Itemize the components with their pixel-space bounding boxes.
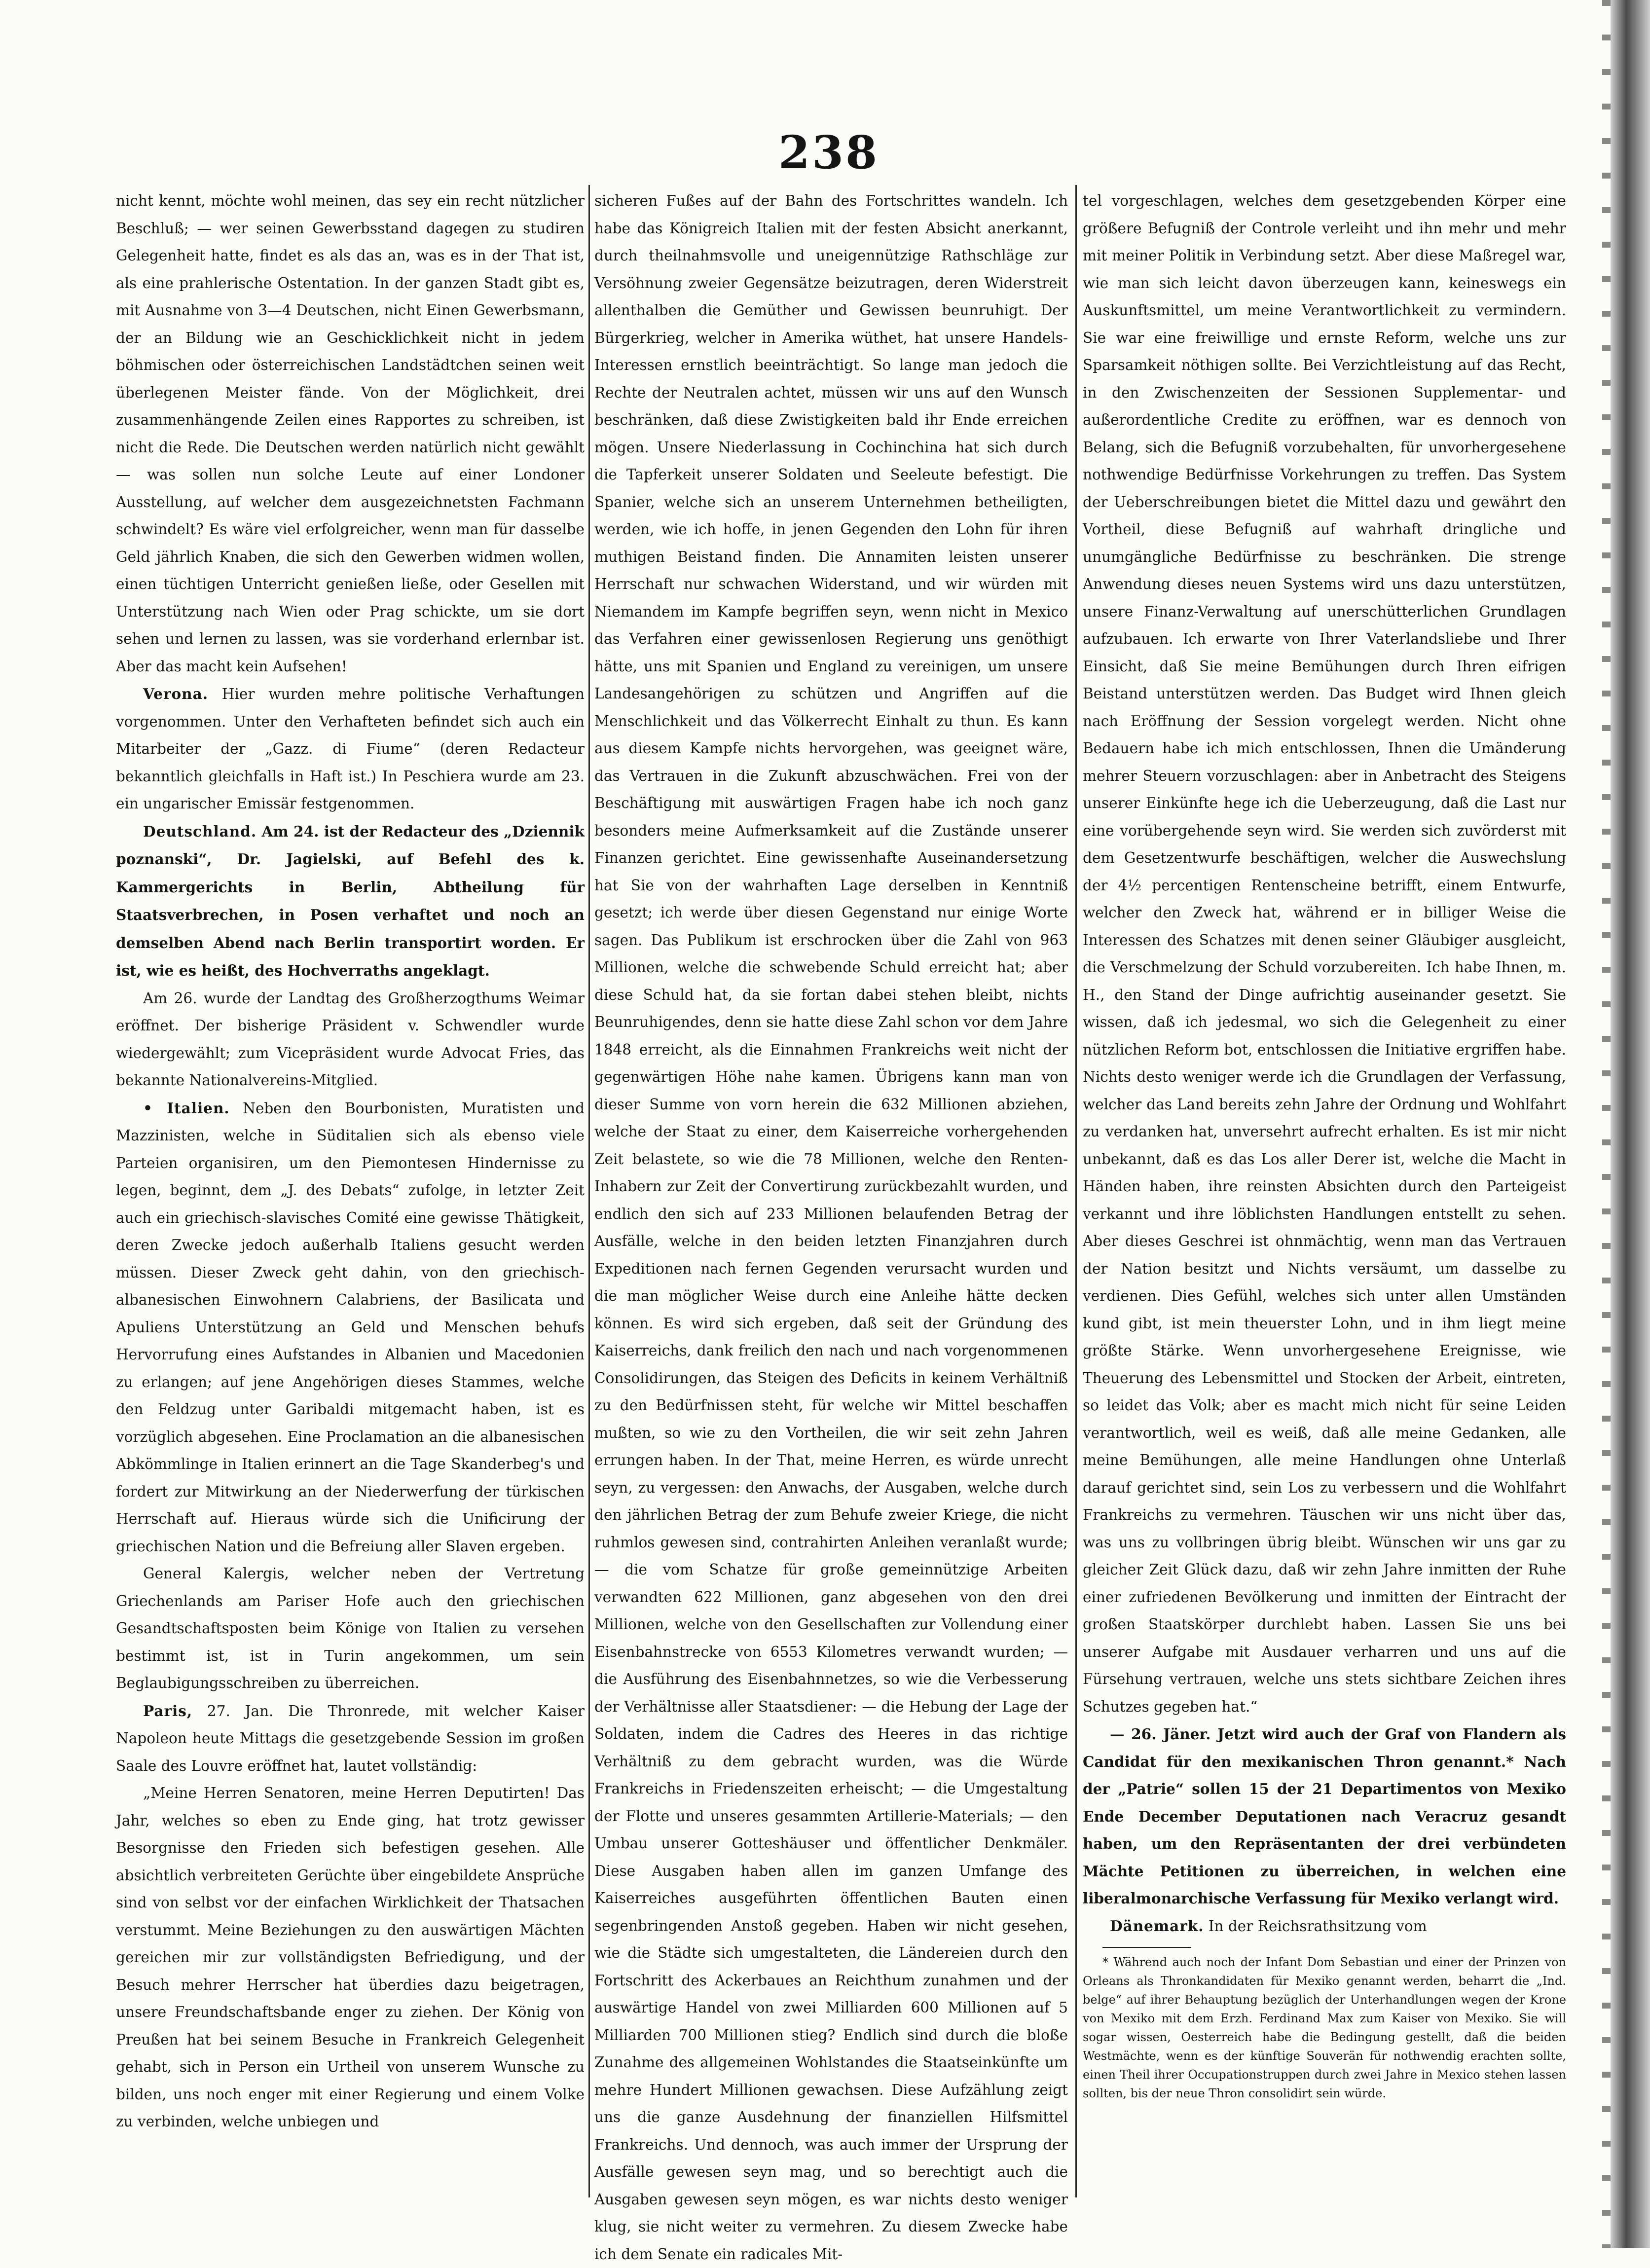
paragraph-italien: [116, 1095, 585, 1561]
paragraph-deutschland: [116, 818, 585, 985]
paragraph: tel vorgeschlagen, welches dem gesetzgebenden Körper eine größere Befugniß der Controle verleiht und ihn mehr und mehr mit meiner Politik in Verbindung setzt. Aber diese Maßregel war, wie man sich leicht davon überzeugen kann, keineswegs ein Auskunftsmittel, um meine Verantwortlichkeit zu vermindern. Sie war eine freiwillige und ernste Reform, welche uns zur Sparsamkeit nöthigen sollte. Bei Verzichtleistung auf das Recht, in den Zwischenzeiten der Sessionen Supplementar- und außerordentliche Credite zu eröffnen, war es dennoch von Belang, sich die Befugniß vorzubehalten, für unvorhergesehene nothwendige Bedürfnisse Vorkehrungen zu treffen. Das System der Ueberschreibungen bietet die Mittel dazu und gewährt den Vortheil, diese Befugniß auf wahrhaft dringliche und unumgängliche Bedürfnisse zu beschränken. Die strenge Anwendung dieses neuen Systems wird uns dazu unterstützen, unsere Finanz-Verwaltung auf unerschütterlichen Grundlagen aufzubauen. Ich erwarte von Ihrer Vaterlandsliebe und Ihrer Einsicht, daß Sie meine Bemühungen durch Ihren eifrigen Beistand unterstützen werden. Das Budget wird Ihnen gleich nach Eröffnung der Session vorgelegt werden. Nicht ohne Bedauern habe ich mich entschlossen, Ihnen die Umänderung mehrer Steuern vorzuschlagen: aber in Anbetracht des Steigens unserer Einkünfte hege ich die Ueberzeugung, daß die Last nur eine vorübergehende seyn wird. Sie werden sich zuvörderst mit dem Gesetzentwurfe beschäftigen, welcher die Auswechslung der 4½ percentigen Rentenscheine betrifft, einem Entwurfe, welcher den Zweck hat, während er in billiger Weise die Interessen des Schatzes mit denen seiner Gläubiger ausgleicht, die Verschmelzung der Schuld vorzubereiten. Ich habe Ihnen, m. H., den Stand der Dinge aufrichtig auseinander gesetzt. Sie wissen, daß ich jedesmal, wo sich die Gelegenheit zu einer nützlichen Reform bot, entschlossen die Initiative ergriffen habe. Nichts desto weniger werde ich die Grundlagen der Verfassung, welcher das Land bereits zehn Jahre der Ordnung und Wohlfahrt zu verdanken hat, unversehrt aufrecht erhalten. Es ist mir nicht unbekannt, daß es das Los aller Derer ist, welche die Macht in Händen haben, ihre reinsten Absichten durch den Parteigeist verkannt und ihre löblichsten Handlungen entstellt zu sehen. Aber dieses Geschrei ist ohnmächtig, wenn man das Vertrauen der Nation besitzt und Nichts versäumt, um dasselbe zu verdienen. Dies Gefühl, welches sich unter allen Umständen kund gibt, ist mein theuerster Lohn, und in ihm liegt meine größte Stärke. Wenn unvorhergesehene Ereignisse, wie Theuerung des Lebensmittel und Stocken der Arbeit, eintreten, so leidet das Volk; aber es macht mich nicht für seine Leiden verantwortlich, weil es weiß, daß alle meine Gedanken, alle meine Bemühungen, alle meine Handlungen ohne Unterlaß darauf gerichtet sind, sein Los zu verbessern und die Wohlfahrt Frankreichs zu vermehren. Täuschen wir uns nicht über das, was uns zu vollbringen übrig bleibt. Wünschen wir uns gar zu gleicher Zeit Glück dazu, daß wir zehn Jahre inmitten der Ruhe einer zufriedenen Bevölkerung und inmitten der Eintracht der großen Staatskörper durchlebt haben. Lassen Sie uns bei unserer Aufgabe mit Ausdauer verharren und uns auf die Fürsehung vertrauen, welche uns stets sichtbare Zeichen ihres Schutzes gegeben hat.“: [1083, 192, 1566, 1715]
paragraph-text: Hier wurden mehre politische Verhaftungen vorgenommen. Unter den Verhafteten befindet sich auch ein Mitarbeiter der „Gazz. di Fiume“ (deren Redacteur bekanntlich gleichfalls in Haft ist.) In Peschiera wurde am 23. ein ungarischer Emissär festgenommen.: [116, 686, 585, 812]
paragraph-text: Neben den Bourbonisten, Muratisten und Mazzinisten, welche in Süditalien sich als ebenso viele Parteien organisiren, um den Piemontesen Hindernisse zu legen, beginnt, dem „J. des Debats“ zufolge, in letzter Zeit auch ein griechisch-slavisches Comité eine gewisse Thätigkeit, deren Zwecke jedoch außerhalb Italiens gesucht werden müssen. Dieser Zweck geht dahin, von den griechisch-albanesischen Einwohnern Calabriens, der Basilicata und Apuliens Unterstützung an Geld und Menschen behufs Hervorrufung eines Aufstandes in Albanien und Macedonien zu erlangen; auf jene Angehörigen dieses Stammes, welche den Feldzug unter Garibaldi mitgemacht haben, ist es vorzüglich abgesehen. Eine Proclamation an die albanesischen Abkömmlinge in Italien erinnert an die Tage Skanderbeg's und fordert zur Mitwirkung an der Niederwerfung der türkischen Herrschaft auf. Hieraus würde sich die Unificirung der griechischen Nation und die Befreiung aller Slaven ergeben.: [116, 1099, 585, 1555]
column-2: [594, 187, 1068, 2263]
paragraph: Am 26. wurde der Landtag des Großherzogthums Weimar eröffnet. Der bisherige Präsident v. Schwendler wurde wiedergewählt; zum Vicepräsident wurde Advocat Fries, das bekannte Nationalvereins-Mitglied.: [116, 989, 585, 1089]
page-number: 238: [778, 126, 880, 179]
paragraph-text: In der Reichsrathsitzung vom: [1204, 1917, 1427, 1935]
paragraph-text: Am 24. ist der Redacteur des „Dziennik poznanski“, Dr. Jagielski, auf Befehl des k. Kammergerichts in Berlin, Abtheilung für Staatsverbrechen, in Posen verhaftet und noch an demselben Abend nach Berlin transportirt worden. Er ist, wie es heißt, des Hochverraths angeklagt.: [116, 822, 585, 979]
page-edge-marks: [1602, 0, 1611, 2248]
paragraph-paris: [116, 1697, 585, 1780]
section-heading: • Italien.: [143, 1099, 230, 1117]
paragraph: sicheren Fußes auf der Bahn des Fortschrittes wandeln. Ich habe das Königreich Italien mit der festen Absicht anerkannt, durch theilnahmsvolle und uneigennützige Rathschläge zur Versöhnung zweier Gegensätze beizutragen, deren Widerstreit allenthalben die Gemüther und Gewissen beunruhigt. Der Bürgerkrieg, welcher in Amerika wüthet, hat unsere Handels-Interessen ernstlich beeinträchtigt. So lange man jedoch die Rechte der Neutralen achtet, müssen wir uns auf den Wunsch beschränken, daß diese Zwistigkeiten bald ihr Ende erreichen mögen. Unsere Niederlassung in Cochinchina hat sich durch die Tapferkeit unserer Soldaten und Seeleute befestigt. Die Spanier, welche sich an unserem Unternehmen betheiligten, werden, wie ich hoffe, in jenen Gegenden den Lohn für ihren muthigen Beistand finden. Die Annamiten leisten unserer Herrschaft nur schwachen Widerstand, und wir würden mit Niemandem im Kampfe begriffen seyn, wenn nicht in Mexico das Verfahren einer gewissenlosen Regierung uns genöthigt hätte, uns mit Spanien und England zu vereinigen, um unsere Landesangehörigen zu schützen und Angriffen auf die Menschlichkeit und das Völkerrecht Einhalt zu thun. Es kann aus diesem Kampfe nichts hervorgehen, was geeignet wäre, das Vertrauen in die Zukunft abzuschwächen. Frei von der Beschäftigung mit auswärtigen Fragen habe ich noch ganz besonders meine Aufmerksamkeit auf die Zustände unserer Finanzen gerichtet. Eine gewissenhafte Auseinandersetzung hat Sie von der wahrhaften Lage derselben in Kenntniß gesetzt; ich werde über diesen Gegenstand nur einige Worte sagen. Das Publikum ist erschrocken über die Zahl von 963 Millionen, welche die schwebende Schuld erreicht hat; aber diese Schuld hat, da sie fortan dabei stehen bleibt, nichts Beunruhigendes, denn sie hatte diese Zahl schon vor dem Jahre 1848 erreicht, als die Einnahmen Frankreichs weit nicht der gegenwärtigen Höhe nahe kamen. Übrigens kann man von dieser Summe von vorn herein die 632 Millionen abziehen, welche der Staat zu einer, dem Kaiserreiche vorhergehenden Zeit belastete, so wie die 78 Millionen, welche den Renten-Inhabern zur Zeit der Convertirung zurückbezahlt wurden, und endlich den sich auf 233 Millionen belaufenden Betrag der Ausfälle, welche in den beiden letzten Finanzjahren durch Expeditionen nach fernen Gegenden verursacht wurden und die man möglicher Weise durch eine Anleihe hätte decken können. Es wird sich ergeben, daß seit der Gründung des Kaiserreichs, dank freilich den nach und nach vorgenommenen Consolidirungen, das Steigen des Deficits in keinem Verhältniß zu den Bedürfnissen steht, für welche wir Mittel beschaffen mußten, so wie zu den Vortheilen, die wir seit zehn Jahren errungen haben. In der That, meine Herren, es würde unrecht seyn, zu vergessen: den Anwachs, der Ausgaben, welche durch den jährlichen Betrag der zum Behufe zweier Kriege, die nicht ruhmlos gewesen sind, contrahirten Anleihen veranlaßt wurde; — die vom Schatze für große gemeinnützige Arbeiten verwandten 622 Millionen, ganz abgesehen von den drei Millionen, welche von den Gesellschaften zur Vollendung einer Eisenbahnstrecke von 6553 Kilometres verwandt wurden; — die Ausführung des Eisenbahnnetzes, so wie die Verbesserung der Verhältnisse aller Staatsdiener: — die Hebung der Lage der Soldaten, indem die Cadres des Heeres in das richtige Verhältniß zu dem gebracht wurden, was die Würde Frankreichs in Friedenszeiten erheischt; — die Umgestaltung der Flotte und unseres gesammten Artillerie-Materials; — den Umbau unserer Gotteshäuser und öffentlicher Denkmäler. Diese Ausgaben haben allen im ganzen Umfange des Kaiserreiches ausgeführten öffentlichen Bauten einen segenbringenden Anstoß gegeben. Haben wir nicht gesehen, wie die Städte sich umgestalteten, die Ländereien durch den Fortschritt des Ackerbaues an Reichthum zunahmen und der auswärtige Handel von zwei Milliarden 600 Millionen auf 5 Milliarden 700 Millionen stieg? Endlich sind durch die bloße Zunahme des allgemeinen Wohlstandes die Staatseinkünfte um mehre Hundert Millionen gewachsen. Diese Aufzählung zeigt uns die ganze Ausdehnung der finanziellen Hilfsmittel Frankreichs. Und dennoch, was auch immer der Ursprung der Ausfälle gewesen seyn mag, und so berechtigt auch die Ausgaben gewesen seyn mögen, es war nichts desto weniger klug, sie nicht weiter zu vermehren. Zu diesem Zwecke habe ich dem Senate ein radicales Mit-: [594, 192, 1068, 2263]
section-heading: Deutschland.: [143, 822, 257, 840]
footnote-rule: [1102, 1947, 1191, 1948]
section-heading: Verona.: [143, 685, 209, 702]
page-edge-shadow: [1611, 0, 1650, 2248]
paragraph-mexico: — 26. Jäner. Jetzt wird auch der Graf von Flandern als Candidat für den mexikanischen Thron genannt.* Nach der „Patrie“ sollen 15 der 21 Departimentos von Mexiko Ende December Deputationen nach Veracruz gesandt haben, um den Repräsentanten der drei verbündeten Mächte Petitionen zu überreichen, in welchen eine liberalmonarchische Verfassung für Mexiko verlangt wird.: [1083, 1725, 1566, 1907]
column-1: [116, 187, 585, 2210]
paragraph-daenemark: [1083, 1912, 1566, 1940]
footnote: * Während auch noch der Infant Dom Sebastian und einer der Prinzen von Orleans als Thronkandidaten für Mexiko genannt werden, beharrt die „Ind. belge“ auf ihrer Behauptung bezüglich der Unterhandlungen wegen der Krone von Mexiko mit dem Erzh. Ferdinand Max zum Kaiser von Mexiko. Sie will sogar wissen, Oesterreich habe die Bedingung gestellt, daß die beiden Westmächte, wenn es der künftige Souverän für nothwendig erachten sollte, einen Theil ihrer Occupationstruppen durch zwei Jahre in Mexico stehen lassen sollten, bis der neue Thron consolidirt sein würde.: [1083, 1955, 1566, 2100]
section-heading: Dänemark.: [1110, 1917, 1204, 1935]
column-3: [1083, 187, 1566, 2210]
paragraph-text: 27. Jan. Die Thronrede, mit welcher Kaiser Napoleon heute Mittags die gesetzgebende Session im großen Saale des Louvre eröffnet hat, lautet vollständig:: [116, 1702, 585, 1774]
paragraph-verona: [116, 680, 585, 818]
paragraph: nicht kennt, möchte wohl meinen, das sey ein recht nützlicher Beschluß; — wer seinen Gewerbsstand dagegen zu studiren Gelegenheit hatte, findet es als das an, was es in der That ist, als eine prahlerische Ostentation. In der ganzen Stadt gibt es, mit Ausnahme von 3—4 Deutschen, nicht Einen Gewerbsmann, der an Bildung wie an Geschicklichkeit nicht in jedem böhmischen oder österreichischen Landstädtchen seinen weit überlegenen Meister fände. Von der Möglichkeit, drei zusammenhängende Zeilen eines Rapportes zu schreiben, ist nicht die Rede. Die Deutschen werden natürlich nicht gewählt — was sollen nun solche Leute auf einer Londoner Ausstellung, auf welcher dem ausgezeichnetsten Fachmann schwindelt? Es wäre viel erfolgreicher, wenn man für dasselbe Geld jährlich Knaben, die sich den Gewerben widmen wollen, einen tüchtigen Unterricht genießen ließe, oder Gesellen mit Unterstützung nach Wien oder Prag schickte, um sie dort sehen und lernen zu lassen, was sie vorderhand erlernbar ist. Aber das macht kein Aufsehen!: [116, 192, 585, 675]
paragraph-speech: „Meine Herren Senatoren, meine Herren Deputirten! Das Jahr, welches so eben zu Ende ging, hat trotz gewisser Besorgnisse den Frieden sich befestigen gesehen. Alle absichtlich verbreiteten Gerüchte über eingebildete Ansprüche sind von selbst vor der einfachen Wirklichkeit der Thatsachen verstummt. Meine Beziehungen zu den auswärtigen Mächten gereichen mir zur vollständigsten Befriedigung, und der Besuch mehrer Herrscher hat überdies dazu beigetragen, unsere Freundschaftsbande enger zu ziehen. Der König von Preußen hat bei seinem Besuche in Frankreich Gelegenheit gehabt, sich in Person ein Urtheil von unserem Wunsche zu bilden, uns noch enger mit einer Regierung und einem Volke zu verbinden, welche unbiegen und: [116, 1785, 585, 2130]
section-heading: Paris,: [143, 1702, 193, 1719]
paragraph: General Kalergis, welcher neben der Vertretung Griechenlands am Pariser Hofe auch den griechischen Gesandtschaftsposten beim Könige von Italien zu versehen bestimmt ist, ist in Turin angekommen, um sein Beglaubigungsschreiben zu überreichen.: [116, 1565, 585, 1691]
column-rule: [1075, 185, 1077, 2197]
column-rule: [588, 185, 590, 2197]
